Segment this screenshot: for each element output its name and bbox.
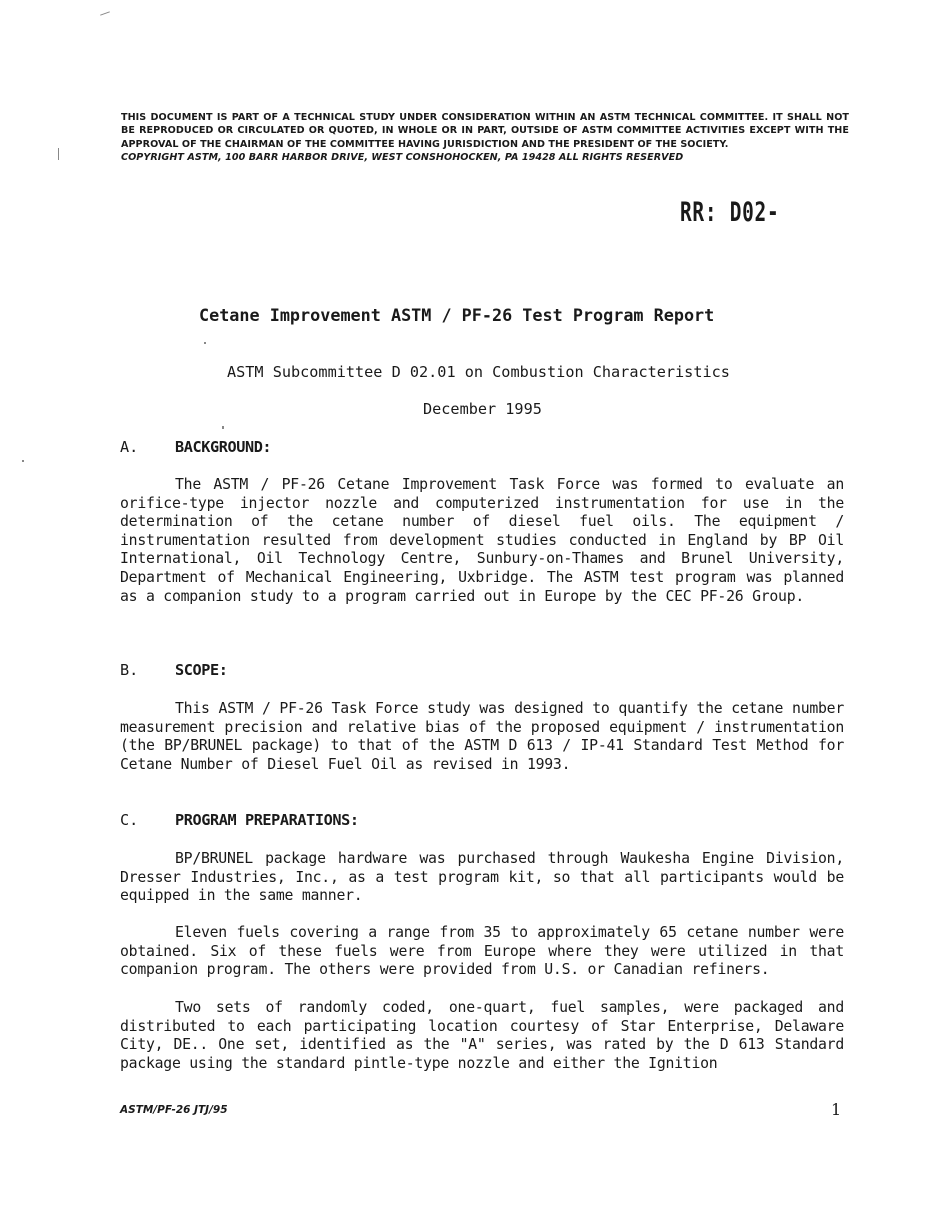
scan-mark xyxy=(222,426,224,429)
section-letter: B. xyxy=(120,661,139,679)
scan-mark xyxy=(100,11,110,15)
section-heading-scope xyxy=(120,661,227,679)
scan-mark xyxy=(204,342,206,344)
section-letter: C. xyxy=(120,811,139,829)
report-title: Cetane Improvement ASTM / PF-26 Test Program Report xyxy=(199,305,715,325)
section-letter: A. xyxy=(120,438,139,456)
section-heading-program-preparations xyxy=(120,811,359,829)
notice-restriction: THIS DOCUMENT IS PART OF A TECHNICAL STUDY UNDER CONSIDERATION WITHIN AN ASTM TECHNICAL COMMITTEE. IT SHALL NOT BE REPRODUCED OR CIRCULATED OR QUOTED, IN WHOLE OR IN PART, OUTSIDE OF ASTM COMMITTEE ACTIVITIES EXCEPT WITH THE APPROVAL OF THE CHAIRMAN OF THE COMMITTEE HAVING JURISDICTION AND THE PRESIDENT OF THE SOCIETY. xyxy=(121,112,849,150)
report-date: December 1995 xyxy=(423,400,542,418)
page-number: 1 xyxy=(831,1100,842,1119)
scope-paragraph: This ASTM / PF-26 Task Force study was designed to quantify the cetane number measurement precision and relative bias of the proposed equipment / instrumentation (the BP/BRUNEL package) to that of the ASTM D 613 / IP-41 Standard Test Method for Cetane Number of Diesel Fuel Oil as revised in 1993. xyxy=(120,700,844,773)
scan-mark xyxy=(22,460,24,462)
confidentiality-notice xyxy=(121,111,849,164)
section-label: SCOPE: xyxy=(175,661,228,679)
preparations-paragraph: Eleven fuels covering a range from 35 to approximately 65 cetane number were obtained. Six of these fuels were from Europe where they were utilized in that companion program. The others were provided from U.S. or Canadian refiners. xyxy=(120,924,844,979)
section-heading-background xyxy=(120,438,271,456)
section-label: BACKGROUND: xyxy=(175,438,272,456)
footer-doc-id: ASTM/PF-26 JTJ/95 xyxy=(120,1104,228,1116)
notice-copyright: COPYRIGHT ASTM, 100 BARR HARBOR DRIVE, WEST CONSHOHOCKEN, PA 19428 ALL RIGHTS RESERVED xyxy=(121,151,684,163)
preparations-paragraph: Two sets of randomly coded, one-quart, fuel samples, were packaged and distributed to each participating location courtesy of Star Enterprise, Delaware City, DE.. One set, identified as the "A" series, was rated by the D 613 Standard package using the standard pintle-type nozzle and either the Ignition xyxy=(120,999,844,1072)
preparations-paragraph: BP/BRUNEL package hardware was purchased through Waukesha Engine Division, Dresser Industries, Inc., as a test program kit, so that all participants would be equipped in the same manner. xyxy=(120,850,844,905)
scan-mark xyxy=(58,148,59,160)
section-label: PROGRAM PREPARATIONS: xyxy=(175,811,359,829)
report-subtitle: ASTM Subcommittee D 02.01 on Combustion Characteristics xyxy=(227,363,730,381)
rr-number: RR: D02- xyxy=(680,197,780,228)
background-paragraph: The ASTM / PF-26 Cetane Improvement Task Force was formed to evaluate an orifice-type injector nozzle and computerized instrumentation for use in the determination of the cetane number of diesel fuel oils. The equipment / instrumentation resulted from development studies conducted in England by BP Oil International, Oil Technology Centre, Sunbury-on-Thames and Brunel University, Department of Mechanical Engineering, Uxbridge. The ASTM test program was planned as a companion study to a program carried out in Europe by the CEC PF-26 Group. xyxy=(120,476,844,605)
